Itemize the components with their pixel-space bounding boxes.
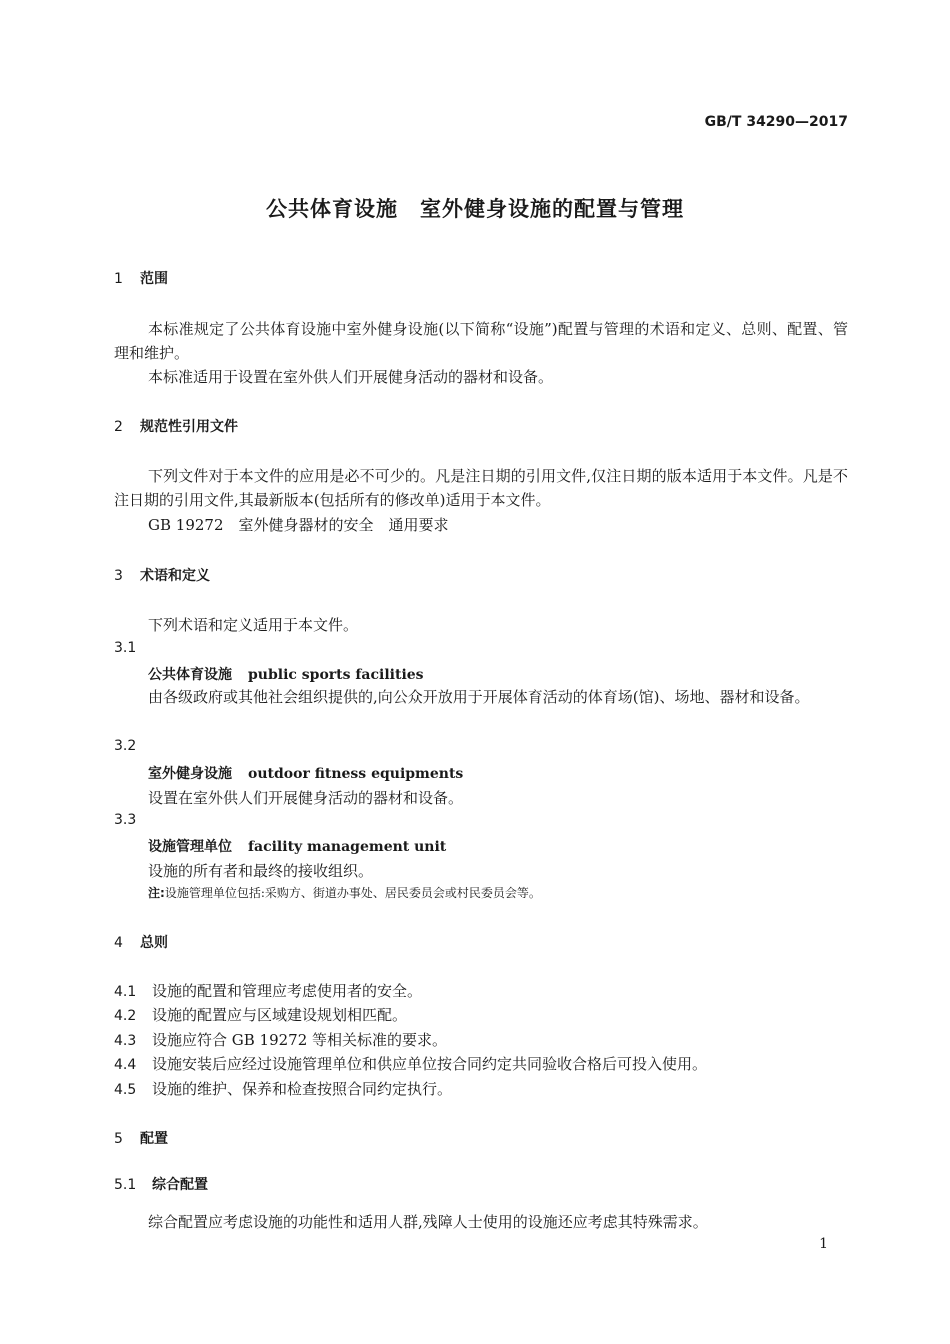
clause-number: 4.2 — [114, 1008, 137, 1024]
clause-number: 4.5 — [114, 1082, 137, 1098]
standard-code: GB/T 34290—2017 — [704, 114, 848, 130]
clause — [114, 980, 422, 1001]
term-number: 3.1 — [114, 640, 137, 656]
term-title — [148, 836, 446, 856]
term-definition: 由各级政府或其他社会组织提供的,向公众开放用于开展体育活动的体育场(馆)、场地、器材和设备。 — [148, 688, 810, 706]
term-zh: 设施管理单位 — [148, 839, 232, 855]
section-title: 范围 — [140, 271, 168, 287]
section-title: 总则 — [140, 935, 168, 951]
section-5-1-paragraph: 综合配置应考虑设施的功能性和适用人群,残障人士使用的设施还应考虑其特殊需求。 — [148, 1213, 708, 1231]
note — [148, 884, 541, 901]
document-title: 公共体育设施 室外健身设施的配置与管理 — [266, 197, 684, 221]
term-en: public sports facilities — [248, 667, 424, 683]
section-1-heading — [114, 268, 168, 288]
section-title: 配置 — [140, 1131, 168, 1147]
clause-number: 4.3 — [114, 1033, 137, 1049]
section-3-intro: 下列术语和定义适用于本文件。 — [148, 616, 359, 634]
subsection-title: 综合配置 — [152, 1177, 208, 1193]
clause-text: 设施的维护、保养和检查按照合同约定执行。 — [152, 1080, 453, 1098]
section-3-heading — [114, 565, 210, 585]
clause-text: 设施应符合 GB 19272 等相关标准的要求。 — [152, 1031, 448, 1049]
section-number: 3 — [114, 568, 123, 584]
section-number: 4 — [114, 935, 123, 951]
section-number: 2 — [114, 419, 123, 435]
clause-number: 4.1 — [114, 984, 137, 1000]
term-title — [148, 664, 424, 684]
clause-text: 设施的配置应与区域建设规划相匹配。 — [152, 1006, 408, 1024]
clause — [114, 1029, 447, 1050]
section-1-paragraph-2: 本标准适用于设置在室外供人们开展健身活动的器材和设备。 — [148, 368, 554, 386]
section-2-heading — [114, 416, 238, 436]
term-zh: 室外健身设施 — [148, 766, 232, 782]
section-number: 1 — [114, 271, 123, 287]
clause — [114, 1004, 407, 1025]
page-number: 1 — [819, 1236, 828, 1252]
clause — [114, 1053, 707, 1074]
term-definition: 设施的所有者和最终的接收组织。 — [148, 862, 374, 880]
section-number: 5 — [114, 1131, 123, 1147]
section-title: 规范性引用文件 — [140, 419, 238, 435]
clause-text: 设施安装后应经过设施管理单位和供应单位按合同约定共同验收合格后可投入使用。 — [152, 1055, 708, 1073]
section-4-heading — [114, 932, 168, 952]
note-text: 设施管理单位包括:采购方、街道办事处、居民委员会或村民委员会等。 — [164, 886, 541, 900]
subsection-number: 5.1 — [114, 1177, 137, 1193]
term-title — [148, 763, 463, 783]
term-en: outdoor fitness equipments — [248, 766, 464, 782]
section-2-paragraph-1: 下列文件对于本文件的应用是必不可少的。凡是注日期的引用文件,仅注日期的版本适用于本文件。凡是不注日期的引用文件,其最新版本(包括所有的修改单)适用于本文件。 — [114, 467, 848, 509]
subsection-5-1-heading — [114, 1174, 208, 1194]
clause — [114, 1078, 452, 1099]
section-1-paragraph-1: 本标准规定了公共体育设施中室外健身设施(以下简称“设施”)配置与管理的术语和定义、总则、配置、管理和维护。 — [114, 320, 848, 362]
section-5-heading — [114, 1128, 168, 1148]
term-en: facility management unit — [248, 839, 447, 855]
term-number: 3.3 — [114, 812, 137, 828]
clause-number: 4.4 — [114, 1057, 137, 1073]
term-definition: 设置在室外供人们开展健身活动的器材和设备。 — [148, 789, 464, 807]
section-title: 术语和定义 — [140, 568, 210, 584]
term-number: 3.2 — [114, 738, 137, 754]
normative-reference: GB 19272 室外健身器材的安全 通用要求 — [148, 516, 449, 534]
clause-text: 设施的配置和管理应考虑使用者的安全。 — [152, 982, 423, 1000]
note-label: 注: — [148, 886, 165, 900]
term-zh: 公共体育设施 — [148, 667, 232, 683]
